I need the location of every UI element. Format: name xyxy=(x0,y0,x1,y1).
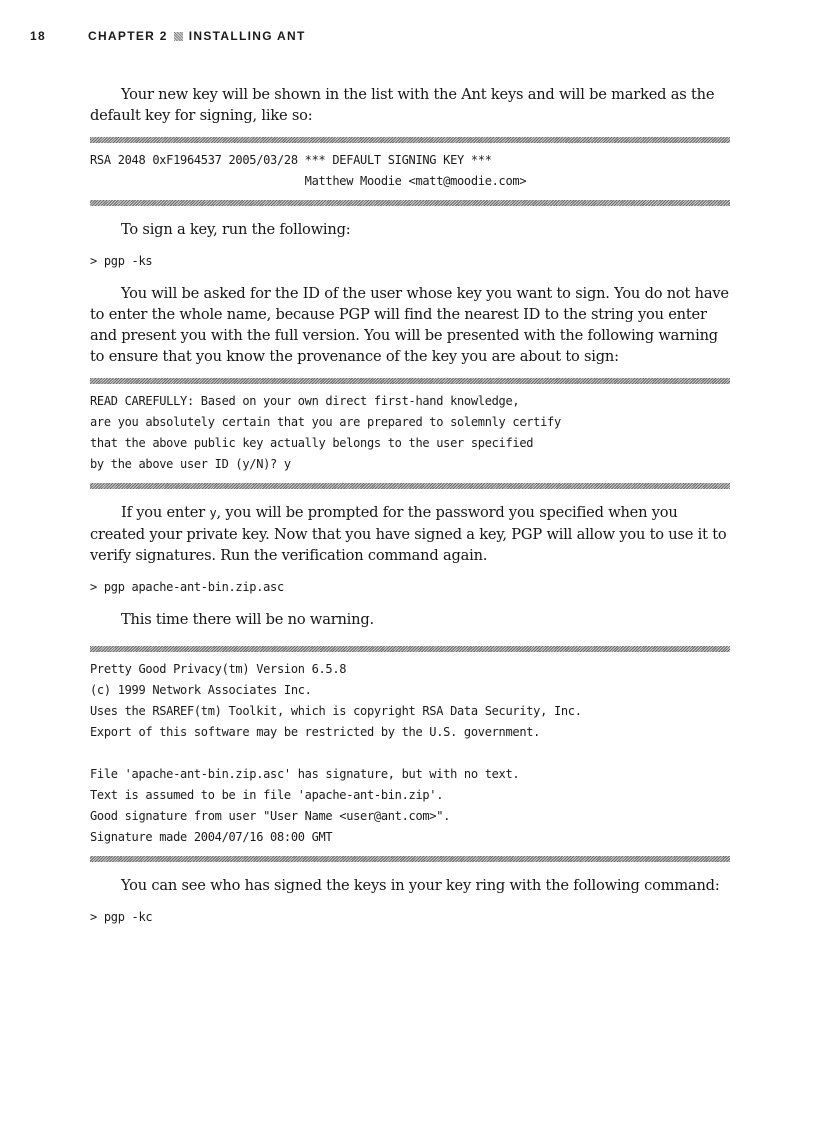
paragraph-no-warning: This time there will be no warning. xyxy=(121,611,374,628)
paragraph-check-signatures-intro: You can see who has signed the keys in your key ring with the following command: xyxy=(121,877,720,894)
command-verify: > pgp apache-ant-bin.zip.asc xyxy=(90,580,284,594)
command-check-signatures: > pgp -kc xyxy=(90,910,153,924)
page-body xyxy=(90,84,730,928)
paragraph-after-signing-start: If you enter xyxy=(121,504,210,521)
paragraph-after-signing-rest: , you will be prompted for the password you specified when you created your private key. Now that you have signed a key, PGP will allow you to use it to verify signatures. Run the verification command again. xyxy=(90,504,727,564)
command-sign-key: > pgp -ks xyxy=(90,254,153,268)
paragraph-sign-key-intro: To sign a key, run the following: xyxy=(121,221,351,238)
paragraph-key-listing-intro: Your new key will be shown in the list with the Ant keys and will be marked as the default key for signing, like so: xyxy=(90,86,715,124)
paragraph-after-signing xyxy=(90,502,730,566)
inline-code-y: y xyxy=(209,506,217,520)
chapter-label: CHAPTER 2 xyxy=(88,29,168,43)
code-block-sign-warning xyxy=(90,378,730,489)
chapter-title: INSTALLING ANT xyxy=(188,29,306,43)
code-verify-output: Pretty Good Privacy(tm) Version 6.5.8 (c) 1999 Network Associates Inc. Uses the RSAREF(tm) Toolkit, which is copyright RSA Data Security, Inc. Export of this software may be restricted by the U.S. government. File 'apache-ant-bin.zip.asc' has signature, but with no text. Text is assumed to be in file 'apache-ant-bin.zip'. Good signature from user "User Name <user@ant.com>". Signature made 2004/07/16 08:00 GMT xyxy=(90,662,582,844)
code-block-verify-output xyxy=(90,646,730,862)
code-key-listing: RSA 2048 0xF1964537 2005/03/28 *** DEFAULT SIGNING KEY *** Matthew Moodie <matt@moodie.com> xyxy=(90,153,527,188)
header-separator-icon xyxy=(174,32,183,41)
code-sign-warning: READ CAREFULLY: Based on your own direct first-hand knowledge, are you absolutely certain that you are prepared to solemnly certify that the above public key actually belongs to the user specified by the above user ID (y/N)? y xyxy=(90,394,561,471)
page-number: 18 xyxy=(30,29,46,43)
code-block-key-listing xyxy=(90,137,730,206)
running-header xyxy=(30,28,306,44)
paragraph-sign-key-explanation: You will be asked for the ID of the user whose key you want to sign. You do not have to enter the whole name, because PGP will find the nearest ID to the string you enter and present you with the full version. You will be presented with the following warning to ensure that you know the provenance of the key you are about to sign: xyxy=(90,285,729,365)
